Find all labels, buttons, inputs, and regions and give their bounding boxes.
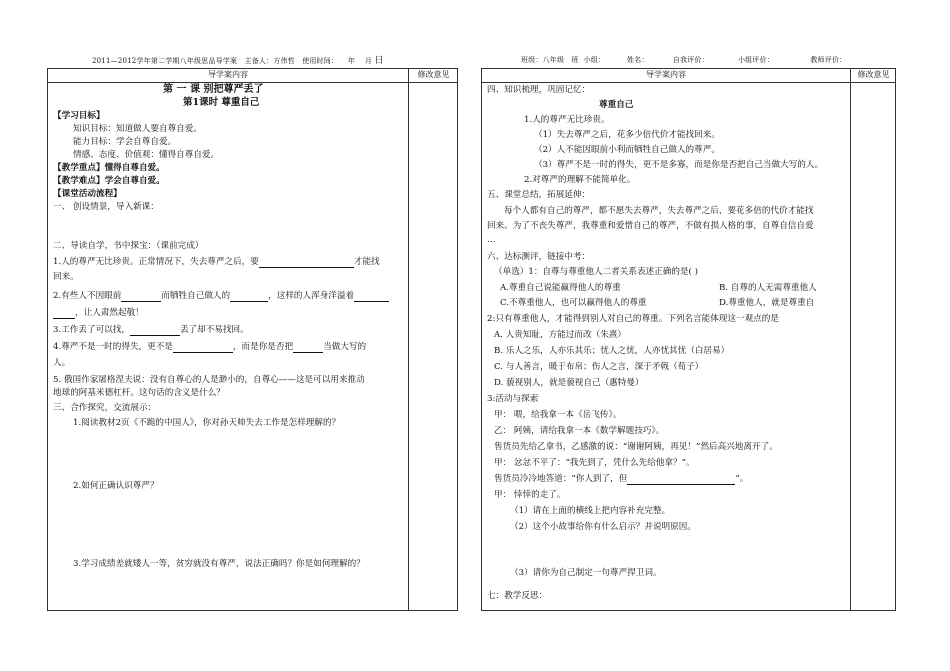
section-5: 五、课堂总结，拓展延伸： xyxy=(487,190,591,200)
section-4: 四、知识梳理，巩固记忆： xyxy=(487,85,591,95)
dialogue-6: 甲： 悻悻的走了。 xyxy=(494,490,566,500)
question-5: 5. 俄国作家屠格涅夫说：没有自尊心的人是渺小的，自尊心——这是可以用来推动 xyxy=(53,375,365,385)
section-1: 一、 创设情景，导入新课： xyxy=(53,202,159,212)
section-7: 七：教学反思： xyxy=(487,591,548,601)
activity-heading: 3:活动与探索 xyxy=(487,394,539,404)
revise-col-header: 修改意见 xyxy=(857,70,890,79)
day-label: 日 xyxy=(374,56,384,66)
question-4-cont: 人。 xyxy=(53,358,71,368)
dialogue-4: 甲： 忿忿不平了：“我先到了，凭什么先给他拿？”。 xyxy=(494,458,695,468)
blank[interactable] xyxy=(121,292,161,302)
knowledge-1b: （2）人不能因眼前小利而牺牲自己做人的尊严。 xyxy=(534,145,720,155)
mcq-1-option-c[interactable]: C.不尊重他人，也可以赢得他人的尊重 xyxy=(500,298,647,308)
summary-line-2: 回来。为了不丧失尊严，我尊重和爱惜自己的尊严，不做有损人格的事，自尊自信自爱 xyxy=(487,221,814,231)
question-2-cont: ，让人肃然起敬！ xyxy=(53,308,144,319)
blank[interactable] xyxy=(230,292,268,302)
blank[interactable] xyxy=(130,326,180,336)
goal-emotion: 情感、态度、价值观：懂得自尊自爱。 xyxy=(73,150,220,160)
knowledge-2: 2.对尊严的理解不能简单化。 xyxy=(524,175,636,185)
header-left xyxy=(92,56,384,67)
self-eval-label: 自我评价： xyxy=(672,56,709,64)
knowledge-1c: （3）尊严不是一时的得失，更不是多寡，而是你是否把自己当做大写的人。 xyxy=(534,160,824,170)
mcq-1: （单选）1：自尊与尊重他人二者关系表述正确的是( ) xyxy=(494,267,698,277)
section-3: 三、合作探究，交流展示： xyxy=(53,403,157,413)
mcq-2-option-d[interactable]: D. 藐视别人，就是藐视自己（惠特曼） xyxy=(494,378,644,388)
activity-question-3: （3）请你为自己制定一句尊严捍卫词。 xyxy=(510,568,662,578)
content-col-header: 导学案内容 xyxy=(208,70,248,79)
section-6: 六、达标测评，链接中考： xyxy=(487,252,591,262)
lesson-title: 第 一 课 别把尊严丢了 xyxy=(163,84,264,95)
mcq-2-option-a[interactable]: A. 人贵知耻，方能过而改（朱熹） xyxy=(494,330,626,340)
mcq-2-option-c[interactable]: C. 与人善言，暖于布帛；伤人之言，深于矛戟（荀子） xyxy=(494,362,704,372)
knowledge-heading: 尊重自己 xyxy=(599,100,634,110)
lesson-subtitle: 第1课时 尊重自己 xyxy=(183,97,260,108)
goal-ability: 能力目标：学会自尊自爱。 xyxy=(73,137,177,147)
year-label: 年 xyxy=(347,57,356,65)
blank[interactable] xyxy=(293,343,323,353)
explore-2: 2.如何正确认识尊严？ xyxy=(73,481,159,491)
ban-label: 班 xyxy=(571,56,579,64)
activity-question-2: （2）这个小故事给你有什么启示？并说明原因。 xyxy=(510,522,696,532)
blank[interactable] xyxy=(173,343,233,353)
right-panel xyxy=(481,68,896,611)
summary-line-1: 每个人都有自己的尊严，都不愿失去尊严，失去尊严之后，要花多倍的代价才能找 xyxy=(504,206,814,216)
content-col-header: 导学案内容 xyxy=(646,70,686,79)
goals-heading: 【学习目标】 xyxy=(53,111,105,121)
knowledge-1a: （1）失去尊严之后，花多少倍代价才能找回来。 xyxy=(534,130,720,140)
revise-col-header: 修改意见 xyxy=(417,70,450,79)
question-5-cont: 地球的阿基米德杠杆。这句话的含义是什么？ xyxy=(53,388,225,398)
mcq-1-option-b[interactable]: B. 自尊的人无需尊重他人 xyxy=(719,283,817,293)
semester-label: 2011—2012学年第二学期八年级思品导学案 xyxy=(92,57,238,65)
teaching-difficulty: 【教学难点】学会自尊自爱。 xyxy=(53,176,165,186)
explore-1: 1.阅读教材2页《不跪的中国人》，你对孙天帅失去工作是怎样理解的？ xyxy=(73,418,341,428)
blank[interactable] xyxy=(259,258,354,268)
group-eval-label: 小组评价： xyxy=(737,56,774,64)
group-label: 小组： xyxy=(583,56,606,64)
summary-line-3: … xyxy=(487,235,496,245)
dialogue-3: 售货员先给乙拿书，乙感激的说：“谢谢阿姨，再见！”然后高兴地离开了。 xyxy=(494,442,778,452)
teaching-key: 【教学重点】懂得自尊自爱。 xyxy=(53,163,165,173)
left-panel xyxy=(47,68,458,611)
teacher-eval-label: 教师评价： xyxy=(810,56,847,64)
dialogue-5: 售货员冷冷地答道：“你人到了，但 ”。 xyxy=(494,474,749,484)
use-time-label: 使用时间： xyxy=(302,57,339,65)
class-label: 班级：八年级 xyxy=(521,56,565,64)
author-label: 主备人：方伟哲 xyxy=(244,57,295,65)
mcq-1-option-a[interactable]: A.尊重自己说能赢得他人的尊重 xyxy=(500,283,621,293)
explore-3: 3.学习成绩差就矮人一等，贫穷就没有尊严，说法正确吗？你是如何理解的？ xyxy=(73,559,365,569)
activity-question-1: （1）请在上面的横线上把内容补充完整。 xyxy=(510,506,671,516)
question-1: 1.人的尊严无比珍贵。正常情况下，失去尊严之后，要 才能找 xyxy=(53,257,380,267)
dialogue-1: 甲： 喂，给我拿一本《岳飞传》。 xyxy=(494,410,622,420)
question-1-cont: 回来。 xyxy=(53,272,79,282)
goal-knowledge: 知识目标：知道做人要自尊自爱。 xyxy=(73,124,202,134)
flow-heading: 【课堂活动流程】 xyxy=(53,189,122,199)
header-right xyxy=(521,56,846,65)
blank[interactable] xyxy=(354,292,389,302)
question-2: 2.有些人不因眼前 而牺牲自己做人的 ，这样的人浑身洋溢着 xyxy=(53,291,389,302)
mcq-1-option-d[interactable]: D.尊重他人，就是尊重自 xyxy=(719,298,815,308)
dialogue-2: 乙： 阿姨，请给我拿一本《数学解题技巧》。 xyxy=(494,426,665,436)
question-4: 4.尊严不是一时的得失，更不是 ，而是你是否把 当做大写的 xyxy=(53,342,367,352)
name-label: 姓名： xyxy=(626,56,649,64)
mcq-2: 2:只有尊重他人，才能得到别人对自己的尊重。下列名言能体现这一观点的是 xyxy=(487,314,779,324)
month-label: 月 xyxy=(364,57,373,65)
answer-blank[interactable] xyxy=(627,475,735,485)
mcq-2-option-b[interactable]: B. 乐人之乐，人亦乐其乐；忧人之忧，人亦忧其忧（白居易） xyxy=(494,346,730,356)
question-3: 3.工作丢了可以找， 丢了却不易找回。 xyxy=(53,325,249,335)
section-2: 二、导读自学，书中探宝：（课前完成） xyxy=(53,241,204,251)
blank[interactable] xyxy=(53,309,75,319)
knowledge-1: 1.人的尊严无比珍贵。 xyxy=(524,115,610,125)
